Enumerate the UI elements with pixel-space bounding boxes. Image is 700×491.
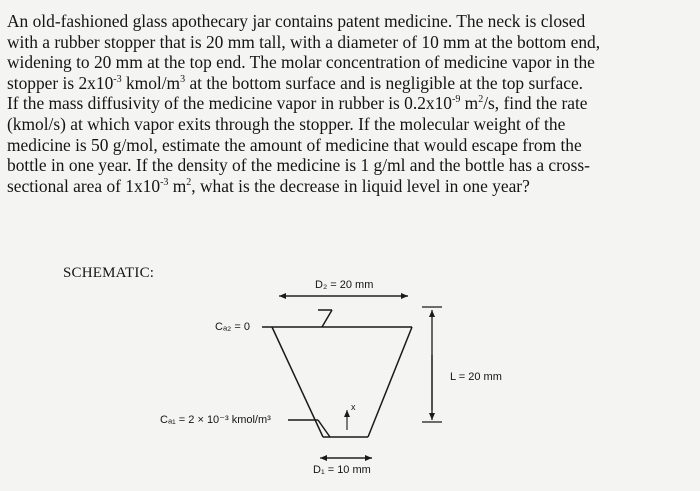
schematic-heading: SCHEMATIC: <box>63 265 155 281</box>
problem-line-2: with a rubber stopper that is 20 mm tall, with a diameter of 10 mm at the bottom end, <box>7 31 601 52</box>
ca1-label: Cₐ₁ = 2 × 10⁻³ kmol/m³ <box>160 414 271 426</box>
d1-label: D₁ = 10 mm <box>313 464 371 476</box>
problem-line-7: medicine is 50 g/mol, estimate the amount of medicine that would escape from the <box>7 134 582 155</box>
x-label: x <box>351 402 356 412</box>
stopper-shape <box>262 310 412 437</box>
problem-line-1: An old-fashioned glass apothecary jar contains patent medicine. The neck is closed <box>7 11 586 31</box>
problem-line-5: If the mass diffusivity of the medicine vapor in rubber is $0.2x10^{-9}$ $m^2/s$, find the rate <box>7 93 588 114</box>
problem-line-4: stopper is $2x10^{-3}$ kmol/$m^3$ at the bottom surface and is negligible at the top surface. <box>7 72 584 93</box>
problem-line-9: sectional area of $1x10^{-3}$ $m^2$, what is the decrease in liquid level in one year? <box>7 175 530 196</box>
problem-line-8: bottle in one year. If the density of the medicine is 1 g/ml and the bottle has a cross- <box>7 155 590 176</box>
d2-label: D₂ = 20 mm <box>315 279 374 291</box>
length-label: L = 20 mm <box>450 371 502 383</box>
length-dimension-arrow <box>422 307 442 422</box>
problem-line-3: widening to 20 mm at the top end. The molar concentration of medicine vapor in the <box>7 52 595 73</box>
ca2-label: Cₐ₂ = 0 <box>215 321 250 333</box>
problem-line-6: (kmol/s) at which vapor exits through the stopper. If the molecular weight of the <box>7 113 566 134</box>
